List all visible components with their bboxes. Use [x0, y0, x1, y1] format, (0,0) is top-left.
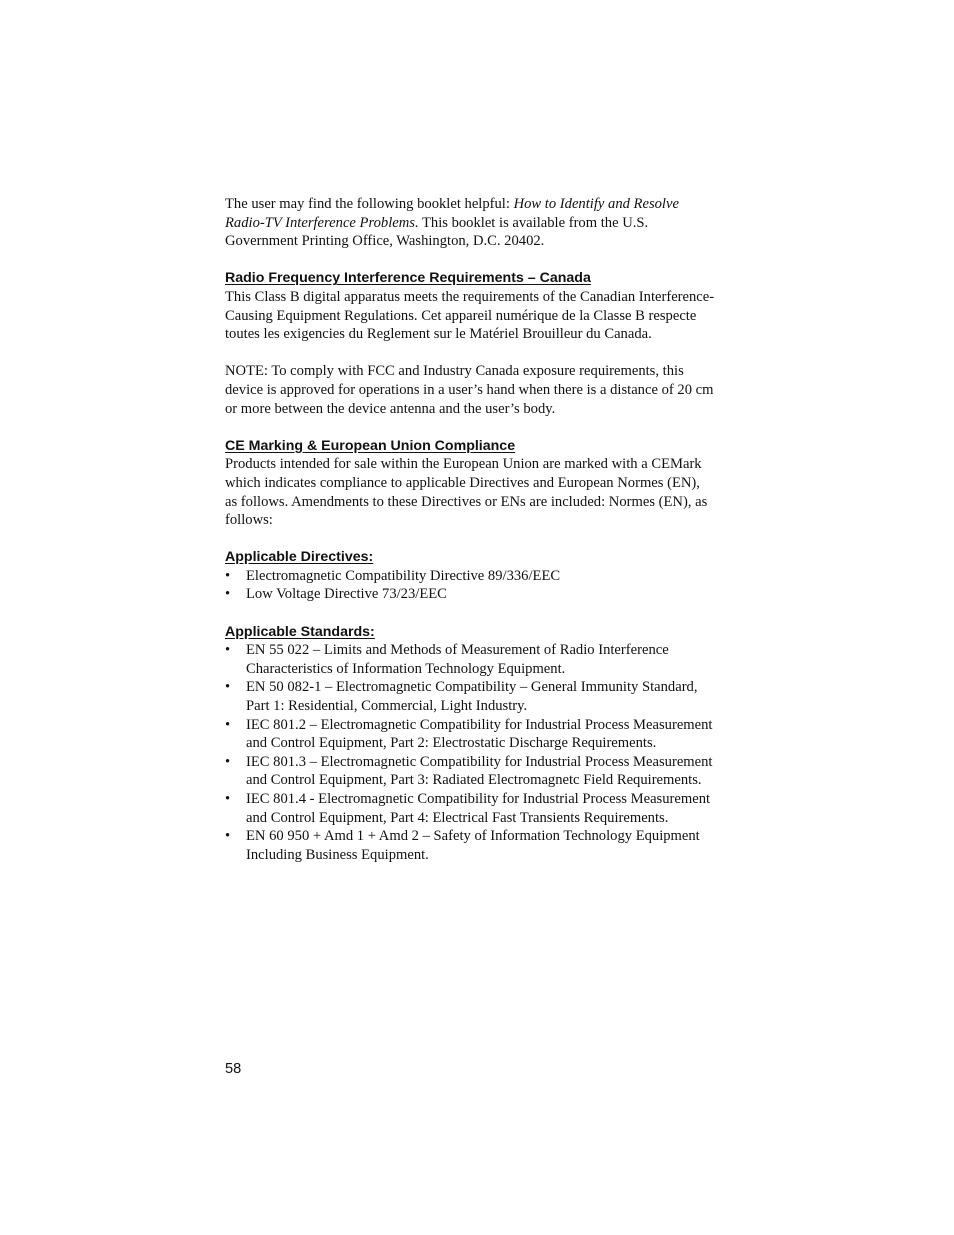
bullet-icon: • [225, 567, 231, 584]
exposure-note: NOTE: To comply with FCC and Industry Canada exposure requirements, this device is approved for operations in a user’s hand when there is a distance of 20 cm or more between the device antenna and the user’s body. [225, 363, 714, 417]
list-item-text: IEC 801.4 - Electromagnetic Compatibility for Industrial Process Measurement and Control Equipment, Part 4: Electrical Fast Transients Requirements. [246, 791, 711, 826]
bullet-icon: • [225, 642, 231, 659]
intro-paragraph [225, 195, 715, 251]
canada-paragraph: This Class B digital apparatus meets the requirements of the Canadian Interference-Causing Equipment Regulations. Cet appareil numérique de la Classe B respecte toutes les exigencies du Reglement sur le Matériel Brouilleur du Canada. [225, 288, 715, 343]
bullet-icon: • [225, 586, 231, 603]
standards-heading: Applicable Standards: [225, 623, 375, 640]
list-item [225, 753, 715, 790]
ce-heading: CE Marking & European Union Compliance [225, 437, 516, 454]
list-item-text: EN 50 082-1 – Electromagnetic Compatibility – General Immunity Standard, Part 1: Residential, Commercial, Light Industry. [246, 679, 698, 715]
spacer [225, 530, 715, 549]
bullet-icon: • [225, 791, 231, 807]
page-content [225, 195, 715, 864]
list-item [225, 716, 715, 753]
standards-list [225, 641, 715, 864]
bullet-icon: • [225, 753, 231, 770]
page-number: 58 [225, 1061, 242, 1077]
bullet-icon: • [225, 828, 231, 845]
list-item [225, 567, 715, 586]
intro-text-after: This booklet is available from the U.S. Government Printing Office, Washington, D.C. 20402. [225, 214, 649, 250]
list-item [225, 827, 715, 864]
list-item [225, 790, 715, 827]
intro-text-before: The user may find the following booklet helpful: [225, 196, 514, 212]
list-item-text: EN 55 022 – Limits and Methods of Measurement of Radio Interference Characteristics of Information Technology Equipment. [246, 642, 669, 677]
spacer [225, 418, 715, 437]
list-item [225, 678, 715, 715]
list-item [225, 585, 715, 604]
list-item [225, 641, 715, 678]
bullet-icon: • [225, 716, 231, 733]
ce-paragraph: Products intended for sale within the European Union are marked with a CEMark which indicates compliance to applicable Directives and European Normes (EN), as follows. Amendments to these Directives or ENs are included: Normes (EN), as follows: [225, 456, 708, 529]
list-item-text: IEC 801.2 – Electromagnetic Compatibility for Industrial Process Measurement and Control Equipment, Part 2: Electrostatic Discharge Requirements. [246, 716, 713, 752]
canada-heading: Radio Frequency Interference Requirements – Canada [225, 270, 591, 287]
directives-list [225, 567, 715, 604]
spacer [225, 604, 715, 623]
list-item-text: EN 60 950 + Amd 1 + Amd 2 – Safety of Information Technology Equipment Including Business Equipment. [246, 828, 700, 863]
list-item-text: Low Voltage Directive 73/23/EEC [246, 586, 447, 603]
directives-heading: Applicable Directives: [225, 549, 374, 566]
booklet-title: How to Identify and Resolve Radio-TV Interference Problems. [225, 196, 679, 231]
bullet-icon: • [225, 679, 231, 696]
spacer [225, 344, 715, 363]
spacer [225, 251, 715, 270]
list-item-text: IEC 801.3 – Electromagnetic Compatibility for Industrial Process Measurement and Control Equipment, Part 3: Radiated Electromagnetc Field Requirements. [246, 753, 713, 789]
list-item-text: Electromagnetic Compatibility Directive 89/336/EEC [246, 567, 561, 584]
